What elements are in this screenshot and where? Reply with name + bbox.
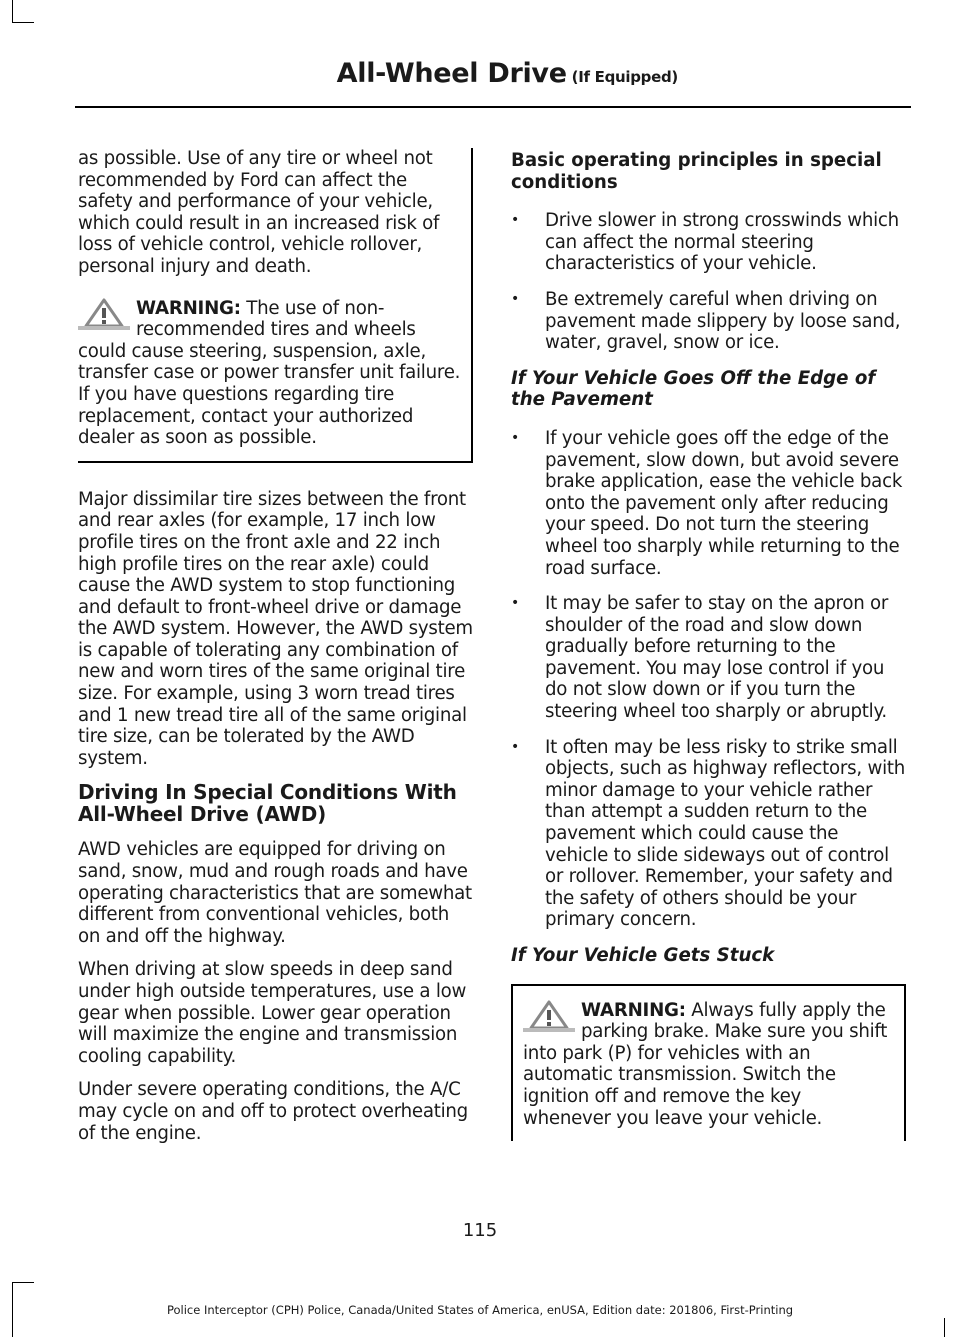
bullet-list-basic-principles [511,210,906,354]
header-subtitle: (If Equipped) [566,68,678,86]
warning-label: WARNING: [136,297,241,319]
list-item: • If your vehicle goes off the edge of the pavement, slow down, but avoid severe brake application, ease the vehicle back onto the pavement only after reducing your speed. Do not turn the steering wheel too sharply while returning to the road surface. [511,428,906,579]
crop-mark-top-left-h [12,22,34,23]
paragraph-deep-sand: When driving at slow speeds in deep sand under high outside temperatures, use a low gear when possible. Lower gear operation will maximize the engine and transmission cooling capability. [78,959,467,1067]
paragraph-tire-sizes: Major dissimilar tire sizes between the front and rear axles (for example, 17 inch low profile tires on the front axle and 22 inch high profile tires on the rear axle) could cause the AWD system to stop functioning and default to front-wheel drive or damage the AWD system. However, the AWD system is capable of tolerating any combination of new and worn tires of the same original tire size. For example, using 3 worn tread tires and 1 new tread tire all of the same original tire size, can be tolerated by the AWD system. [78,488,473,769]
heading-off-pavement: If Your Vehicle Goes Off the Edge of the Pavement [511,367,876,411]
list-item: • Drive slower in strong crosswinds which can affect the normal steering characteristics of your vehicle. [511,210,906,275]
warning-text: Always fully apply the parking brake. Make sure you shift into park (P) for vehicles with an automatic transmission. Switch the ignition off and remove the key whenever you leave your vehicle. [523,999,888,1129]
footer-edition-info: Police Interceptor (CPH) Police, Canada/United States of America, enUSA, Edition date: 201806, First-Printing [166,1303,794,1317]
bullet-list-off-pavement [511,428,906,931]
warning-continuation-text: as possible. Use of any tire or wheel not recommended by Ford can affect the safety and performance of your vehicle, which could result in an increased risk of loss of vehicle control, vehicle rollover, personal injury and death. [78,148,440,277]
crop-mark-top-left [12,0,13,22]
right-column [511,150,906,1167]
warning-label: WARNING: [581,999,686,1021]
paragraph-awd-vehicles: AWD vehicles are equipped for driving on sand, snow, mud and rough roads and have operating characteristics that are somewhat different from conventional vehicles, both on and off the highway. [78,839,472,947]
header-rule [75,106,911,108]
warning-box-stuck [511,984,906,1142]
warning-triangle-icon [523,1000,575,1032]
heading-basic-principles: Basic operating principles in special conditions [511,150,882,193]
heading-gets-stuck: If Your Vehicle Gets Stuck [511,945,775,966]
section-heading-special-conditions: Driving In Special Conditions With All-Wheel Drive (AWD) [78,780,457,827]
crop-mark-bottom-right [944,1318,945,1337]
crop-mark-bottom-left-h [12,1282,34,1283]
warning-block [78,298,463,449]
page-number: 115 [462,1220,498,1241]
list-item: • It often may be less risky to strike small objects, such as highway reflectors, with minor damage to your vehicle rather than attempt a sudden return to the pavement which could cause the vehicle to slide sideways out of control or rollover. Remember, your safety and the safety of others should be your primary concern. [511,737,906,931]
list-item: • It may be safer to stay on the apron or shoulder of the road and slow down gradually before returning to the pavement. You may lose control if you do not slow down or if you turn the steering wheel too sharply or abruptly. [511,593,906,723]
page-header-title [337,58,678,89]
warning-block [523,1000,894,1130]
warning-text: The use of non-recommended tires and wheels could cause steering, suspension, axle, transfer case or power transfer unit failure. If you have questions regarding tire replacement, contact your authorized dealer as soon as possible. [78,297,461,449]
warning-box-continued [78,148,473,463]
warning-triangle-icon [78,298,130,330]
left-column [78,148,473,1156]
paragraph-ac-cycle: Under severe operating conditions, the A/C may cycle on and off to protect overheating of the engine. [78,1079,468,1144]
header-title-text: All-Wheel Drive [336,58,567,89]
list-item: • Be extremely careful when driving on pavement made slippery by loose sand, water, gravel, snow or ice. [511,289,906,354]
